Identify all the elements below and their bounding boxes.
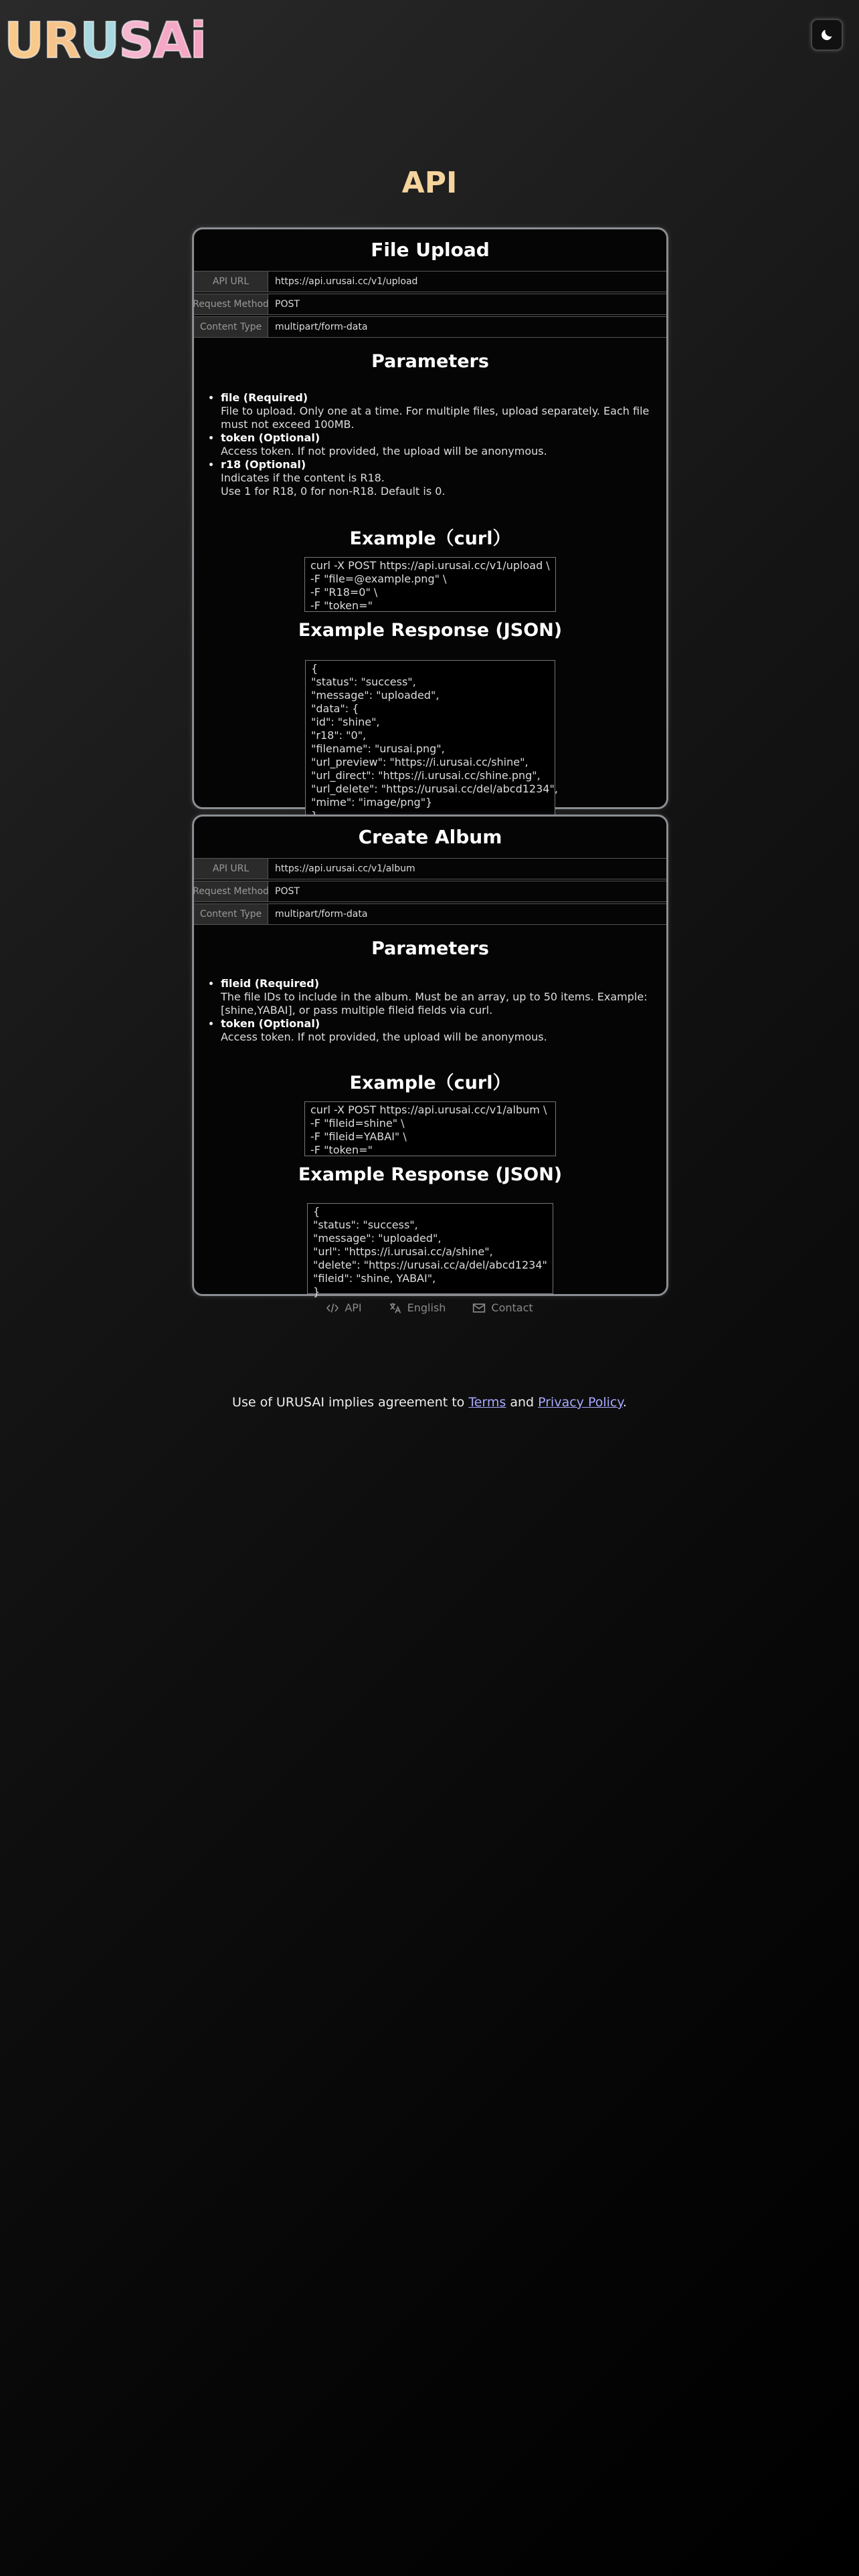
translate-icon bbox=[389, 1302, 402, 1314]
info-value: POST bbox=[275, 886, 300, 897]
info-key: API URL bbox=[194, 859, 268, 879]
param-item bbox=[221, 431, 653, 458]
logo-letter: i bbox=[189, 12, 206, 70]
info-key: Request Method bbox=[194, 881, 268, 901]
brand-logo[interactable] bbox=[4, 12, 206, 70]
footer-link-label: English bbox=[407, 1301, 446, 1314]
logo-letter: A bbox=[153, 12, 190, 70]
parameters-heading: Parameters bbox=[371, 938, 489, 959]
info-value: multipart/form-data bbox=[275, 909, 368, 920]
code-icon bbox=[326, 1303, 339, 1313]
example-code: curl -X POST https://api.urusai.cc/v1/upload \ -F "file=@example.png" \ -F "R18=0" \ -F "token=" bbox=[304, 557, 556, 612]
moon-icon bbox=[820, 27, 834, 42]
info-row bbox=[194, 858, 666, 879]
response-code: { "status": "success", "message": "uploaded", "data": { "id": "shine", "r18": "0", "filename": "urusai.png", "url_preview": "https://i.urusai.cc/shine", "url_direct": "https://i.urusai.cc/shine.png", "url_delete": "https://urusai.cc/del/abcd1234", "mime": "image/png"} bbox=[305, 660, 555, 818]
param-name: token (Optional) bbox=[221, 1017, 320, 1030]
param-name: file (Required) bbox=[221, 391, 308, 404]
info-key: API URL bbox=[194, 272, 268, 292]
parameters-heading: Parameters bbox=[371, 351, 489, 372]
agreement-suffix: . bbox=[622, 1395, 627, 1410]
footer-nav bbox=[0, 1301, 859, 1314]
example-heading: Example（curl） bbox=[349, 528, 511, 549]
param-name: token (Optional) bbox=[221, 431, 320, 444]
agreement-text: Use of URUSAI implies agreement to bbox=[232, 1395, 469, 1410]
footer-link-label: API bbox=[345, 1301, 362, 1314]
mail-icon bbox=[472, 1303, 486, 1313]
upload-title: File Upload bbox=[371, 239, 490, 261]
response-heading: Example Response (JSON) bbox=[298, 1164, 563, 1185]
album-card bbox=[192, 815, 668, 1296]
param-item bbox=[221, 458, 653, 498]
info-key: Request Method bbox=[194, 294, 268, 314]
param-item bbox=[221, 391, 653, 431]
param-item bbox=[221, 1017, 653, 1044]
param-desc: Access token. If not provided, the upload will be anonymous. bbox=[221, 445, 547, 457]
logo-letter: S bbox=[118, 12, 153, 70]
info-row bbox=[194, 271, 666, 292]
logo-letter: R bbox=[43, 12, 80, 70]
param-desc: Access token. If not provided, the upload will be anonymous. bbox=[221, 1031, 547, 1043]
response-code: { "status": "success", "message": "uploaded", "url": "https://i.urusai.cc/a/shine", "delete": "https://urusai.cc/a/del/abcd1234" "fileid": "shine, YABAI", } bbox=[307, 1203, 553, 1294]
info-value: https://api.urusai.cc/v1/upload bbox=[275, 276, 418, 287]
info-row bbox=[194, 881, 666, 902]
footer-link-contact[interactable] bbox=[472, 1301, 533, 1314]
parameters-list bbox=[194, 391, 666, 498]
info-key: Content Type bbox=[194, 904, 268, 924]
example-code: curl -X POST https://api.urusai.cc/v1/album \ -F "fileid=shine" \ -F "fileid=YABAI" \ -F "token=" bbox=[304, 1101, 556, 1156]
album-title: Create Album bbox=[358, 826, 502, 848]
logo-letter: U bbox=[4, 12, 43, 70]
terms-link[interactable]: Terms bbox=[468, 1395, 506, 1410]
parameters-list bbox=[194, 977, 666, 1044]
info-row bbox=[194, 903, 666, 925]
info-row bbox=[194, 316, 666, 338]
param-desc: File to upload. Only one at a time. For multiple files, upload separately. Each file must not exceed 100MB. bbox=[221, 405, 650, 431]
param-name: r18 (Optional) bbox=[221, 458, 306, 471]
theme-toggle-button[interactable] bbox=[811, 19, 843, 51]
page-title: API bbox=[401, 166, 458, 200]
terms-agreement bbox=[0, 1395, 859, 1410]
agreement-and: and bbox=[506, 1395, 539, 1410]
param-desc: Indicates if the content is R18. Use 1 for R18, 0 for non-R18. Default is 0. bbox=[221, 471, 446, 498]
footer-link-language[interactable] bbox=[389, 1301, 446, 1314]
upload-card bbox=[192, 227, 668, 809]
example-heading: Example（curl） bbox=[349, 1073, 511, 1093]
info-value: POST bbox=[275, 299, 300, 310]
info-row bbox=[194, 294, 666, 315]
footer-link-label: Contact bbox=[491, 1301, 533, 1314]
privacy-policy-link[interactable]: Privacy Policy bbox=[538, 1395, 623, 1410]
param-item bbox=[221, 977, 653, 1017]
info-value: https://api.urusai.cc/v1/album bbox=[275, 863, 415, 874]
logo-letter: U bbox=[80, 12, 119, 70]
param-name: fileid (Required) bbox=[221, 977, 320, 990]
param-desc: The file IDs to include in the album. Must be an array, up to 50 items. Example: [shine,YABAI], or pass multiple fileid fields via curl. bbox=[221, 990, 648, 1016]
footer-link-api[interactable] bbox=[326, 1301, 361, 1314]
info-key: Content Type bbox=[194, 317, 268, 337]
response-heading: Example Response (JSON) bbox=[298, 620, 563, 641]
info-value: multipart/form-data bbox=[275, 322, 368, 332]
